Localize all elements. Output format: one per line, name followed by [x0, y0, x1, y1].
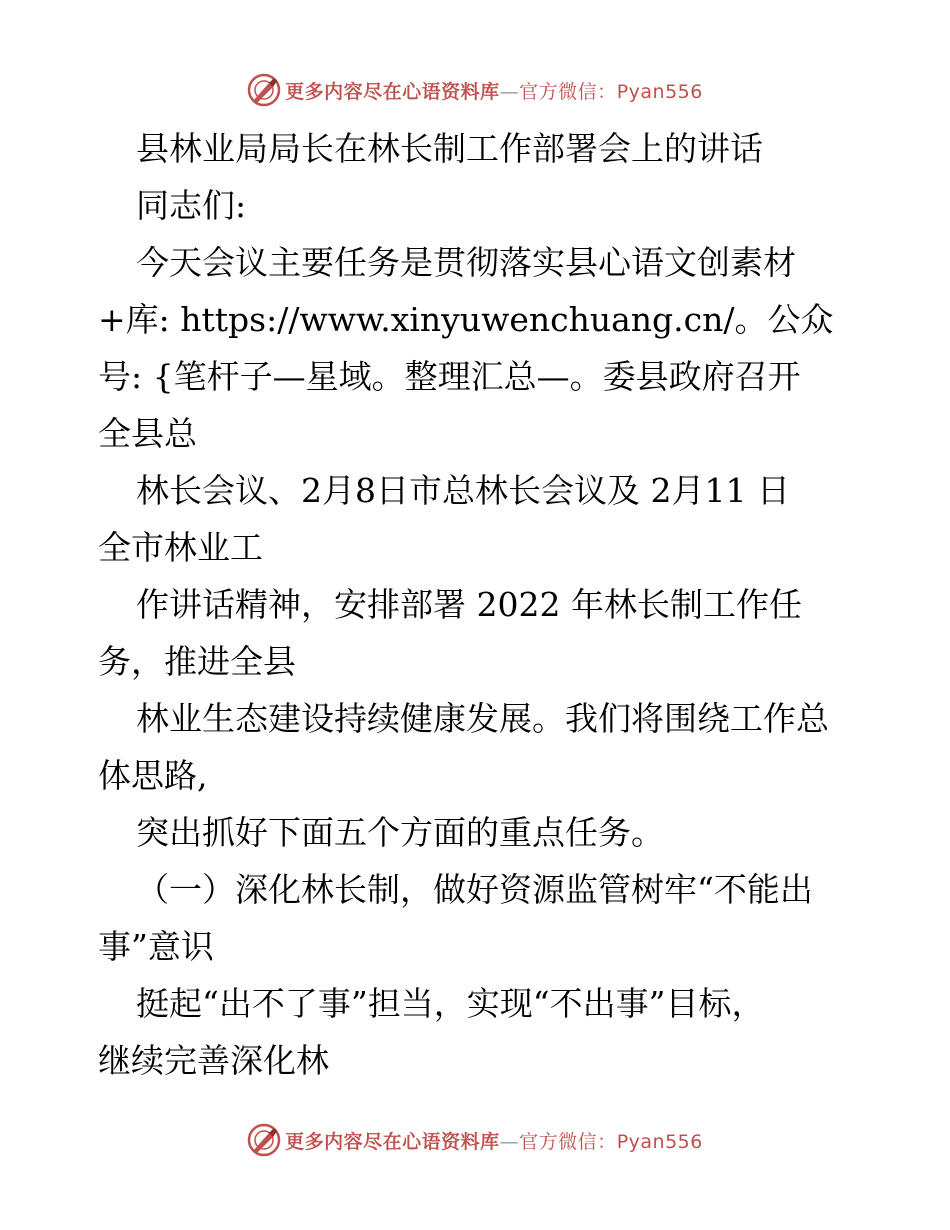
- salutation: 同志们:: [136, 186, 247, 225]
- wechat-label: 官方微信：: [519, 1130, 617, 1153]
- footer-banner: [0, 1120, 950, 1160]
- wechat-label: 官方微信：: [519, 80, 617, 103]
- text-line: 挺起“出不了事”担当，实现“不出事”目标，: [136, 984, 765, 1023]
- document-title: 县林业局局长在林长制工作部署会上的讲话: [136, 129, 763, 168]
- text-line: 事”意识: [98, 927, 214, 966]
- banner-dash: —: [499, 1130, 520, 1153]
- text-line: 今天会议主要任务是贯彻落实县心语文创素材: [136, 243, 796, 282]
- header-banner: [0, 70, 950, 110]
- text-line: +库: https://www.xinyuwenchuang.cn/。公众: [98, 300, 834, 339]
- text-line: 全市林业工: [98, 528, 263, 567]
- banner-text: [285, 1127, 703, 1154]
- pen-logo-icon: [247, 1123, 281, 1157]
- site-link-text: 更多内容尽在心语资料库: [285, 1130, 500, 1153]
- site-link-text: 更多内容尽在心语资料库: [285, 80, 500, 103]
- text-line: 作讲话精神，安排部署 2022 年林长制工作任: [136, 585, 802, 624]
- text-line: 全县总: [98, 414, 197, 453]
- section-heading: （一）深化林长制，做好资源监管树牢“不能出: [136, 870, 813, 909]
- text-line: 体思路,: [98, 756, 208, 795]
- wechat-id: Pyan556: [616, 1130, 703, 1153]
- text-line: 林长会议、2月8日市总林长会议及 2月11 日: [136, 471, 790, 510]
- text-line: 号: {笔杆子—星域。整理汇总—。委县政府召开: [98, 357, 801, 396]
- text-line: 务，推进全县: [98, 642, 296, 681]
- text-line: 继续完善深化林: [98, 1041, 329, 1080]
- banner-dash: —: [499, 80, 520, 103]
- banner-text: [285, 77, 703, 104]
- text-line: 林业生态建设持续健康发展。我们将围绕工作总: [136, 699, 829, 738]
- wechat-id: Pyan556: [616, 80, 703, 103]
- document-body: [98, 123, 858, 1092]
- pen-logo-icon: [247, 73, 281, 107]
- text-line: 突出抓好下面五个方面的重点任务。: [136, 813, 664, 852]
